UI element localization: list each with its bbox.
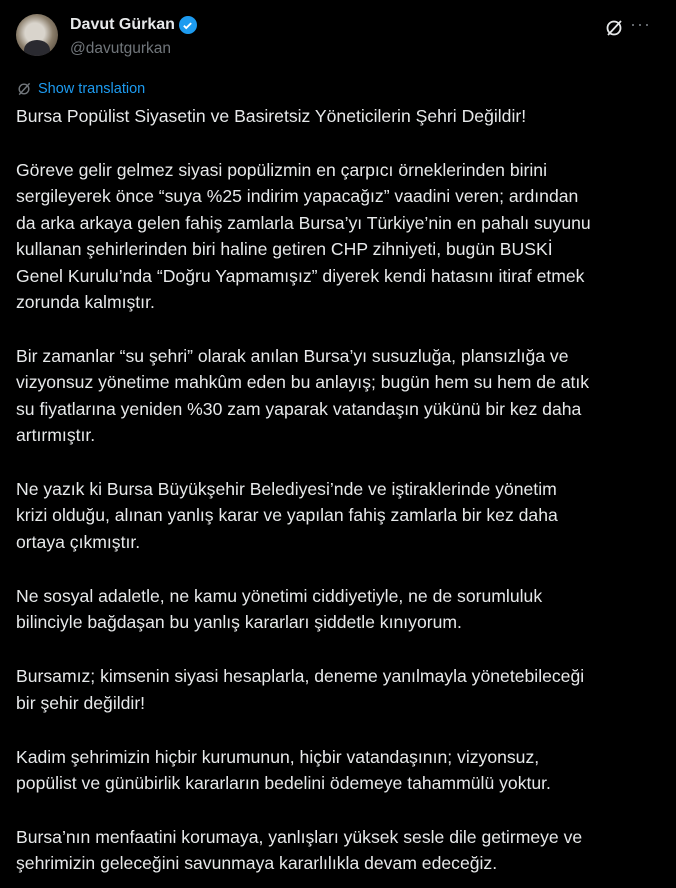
tweet-line: şehrimizin geleceğini savunmaya kararlılıkla devam edeceğiz. [16,853,498,874]
tweet-line: Göreve gelir gelmez siyasi popülizmin en çarpıcı örneklerinden birini [16,159,547,180]
tweet-text [16,103,591,877]
tweet-line: sergileyerek önce “suya %25 indirim yapacağız” vaadini veren; ardından [16,186,579,207]
tweet-line: kullanan şehirlerinden biri haline getiren CHP zihniyeti, bugün BUSKİ [16,239,553,260]
tweet-line: ortaya çıkmıştır. [16,531,141,552]
paragraph-gap [16,716,591,744]
paragraph-gap [16,796,591,824]
show-translation-label: Show translation [38,81,146,97]
avatar[interactable] [16,14,58,56]
tweet-line: Kadim şehrimizin hiçbir kurumunun, hiçbir vatandaşının; vizyonsuz, [16,746,540,767]
tweet-line: Bursa Popülist Siyasetin ve Basiretsiz Yöneticilerin Şehri Değildir! [16,106,527,126]
tweet-line: krizi olduğu, alınan yanlış karar ve yapılan fahiş zamlarla bir kez daha [16,505,558,526]
tweet-line: da arka arkaya gelen fahiş zamlarla Bursa’yı Türkiye’nin en pahalı suyunu [16,212,591,233]
tweet-paragraph [16,663,591,716]
tweet-paragraph [16,744,591,797]
tweet-line: Bir zamanlar “su şehri” olarak anılan Bursa’yı susuzluğa, plansızlığa ve [16,345,569,366]
tweet-paragraph [16,476,591,555]
more-options-button[interactable]: ··· [630,14,651,34]
tweet-line: vizyonsuz yönetime mahkûm eden bu anlayış; bugün hem su hem de atık [16,372,590,393]
tweet-line: artırmıştır. [16,425,96,446]
paragraph-gap [16,448,591,476]
tweet-line: Ne yazık ki Bursa Büyükşehir Belediyesi’nde ve iştiraklerinde yönetim [16,479,557,500]
verified-badge-icon [179,16,197,34]
paragraph-gap [16,129,591,157]
show-translation-link[interactable] [16,81,145,97]
paragraph-gap [16,555,591,583]
tweet-line: Genel Kurulu’nda “Doğru Yapmamışız” diyerek kendi hatasını itiraf etmek [16,265,585,286]
translate-icon [16,81,32,97]
tweet-paragraph [16,824,591,877]
tweet-line: su fiyatlarına yeniden %30 zam yaparak vatandaşın yükünü bir kez daha [16,398,582,419]
tweet-line: popülist ve günübirlik kararların bedelini ödemeye tahammülü yoktur. [16,772,551,793]
tweet-paragraph [16,157,591,315]
tweet-paragraph [16,343,591,449]
tweet-line: Bursa’nın menfaatini korumaya, yanlışları yüksek sesle dile getirmeye ve [16,826,583,847]
grok-icon[interactable] [604,18,624,38]
tweet-line: bir şehir değildir! [16,692,146,713]
author-name[interactable]: Davut Gürkan [70,16,175,33]
author-handle[interactable]: @davutgurkan [70,40,172,57]
tweet-paragraph [16,583,591,636]
author-name-row[interactable] [70,16,197,34]
tweet-paragraph [16,103,591,129]
tweet-line: zorunda kalmıştır. [16,291,155,312]
tweet-line: Ne sosyal adaletle, ne kamu yönetimi ciddiyetiyle, ne de sorumluluk [16,585,543,606]
paragraph-gap [16,315,591,343]
tweet-line: Bursamız; kimsenin siyasi hesaplarla, deneme yanılmayla yönetebileceği [16,666,585,687]
tweet-line: bilinciyle bağdaşan bu yanlış kararları şiddetle kınıyorum. [16,612,462,633]
paragraph-gap [16,636,591,664]
